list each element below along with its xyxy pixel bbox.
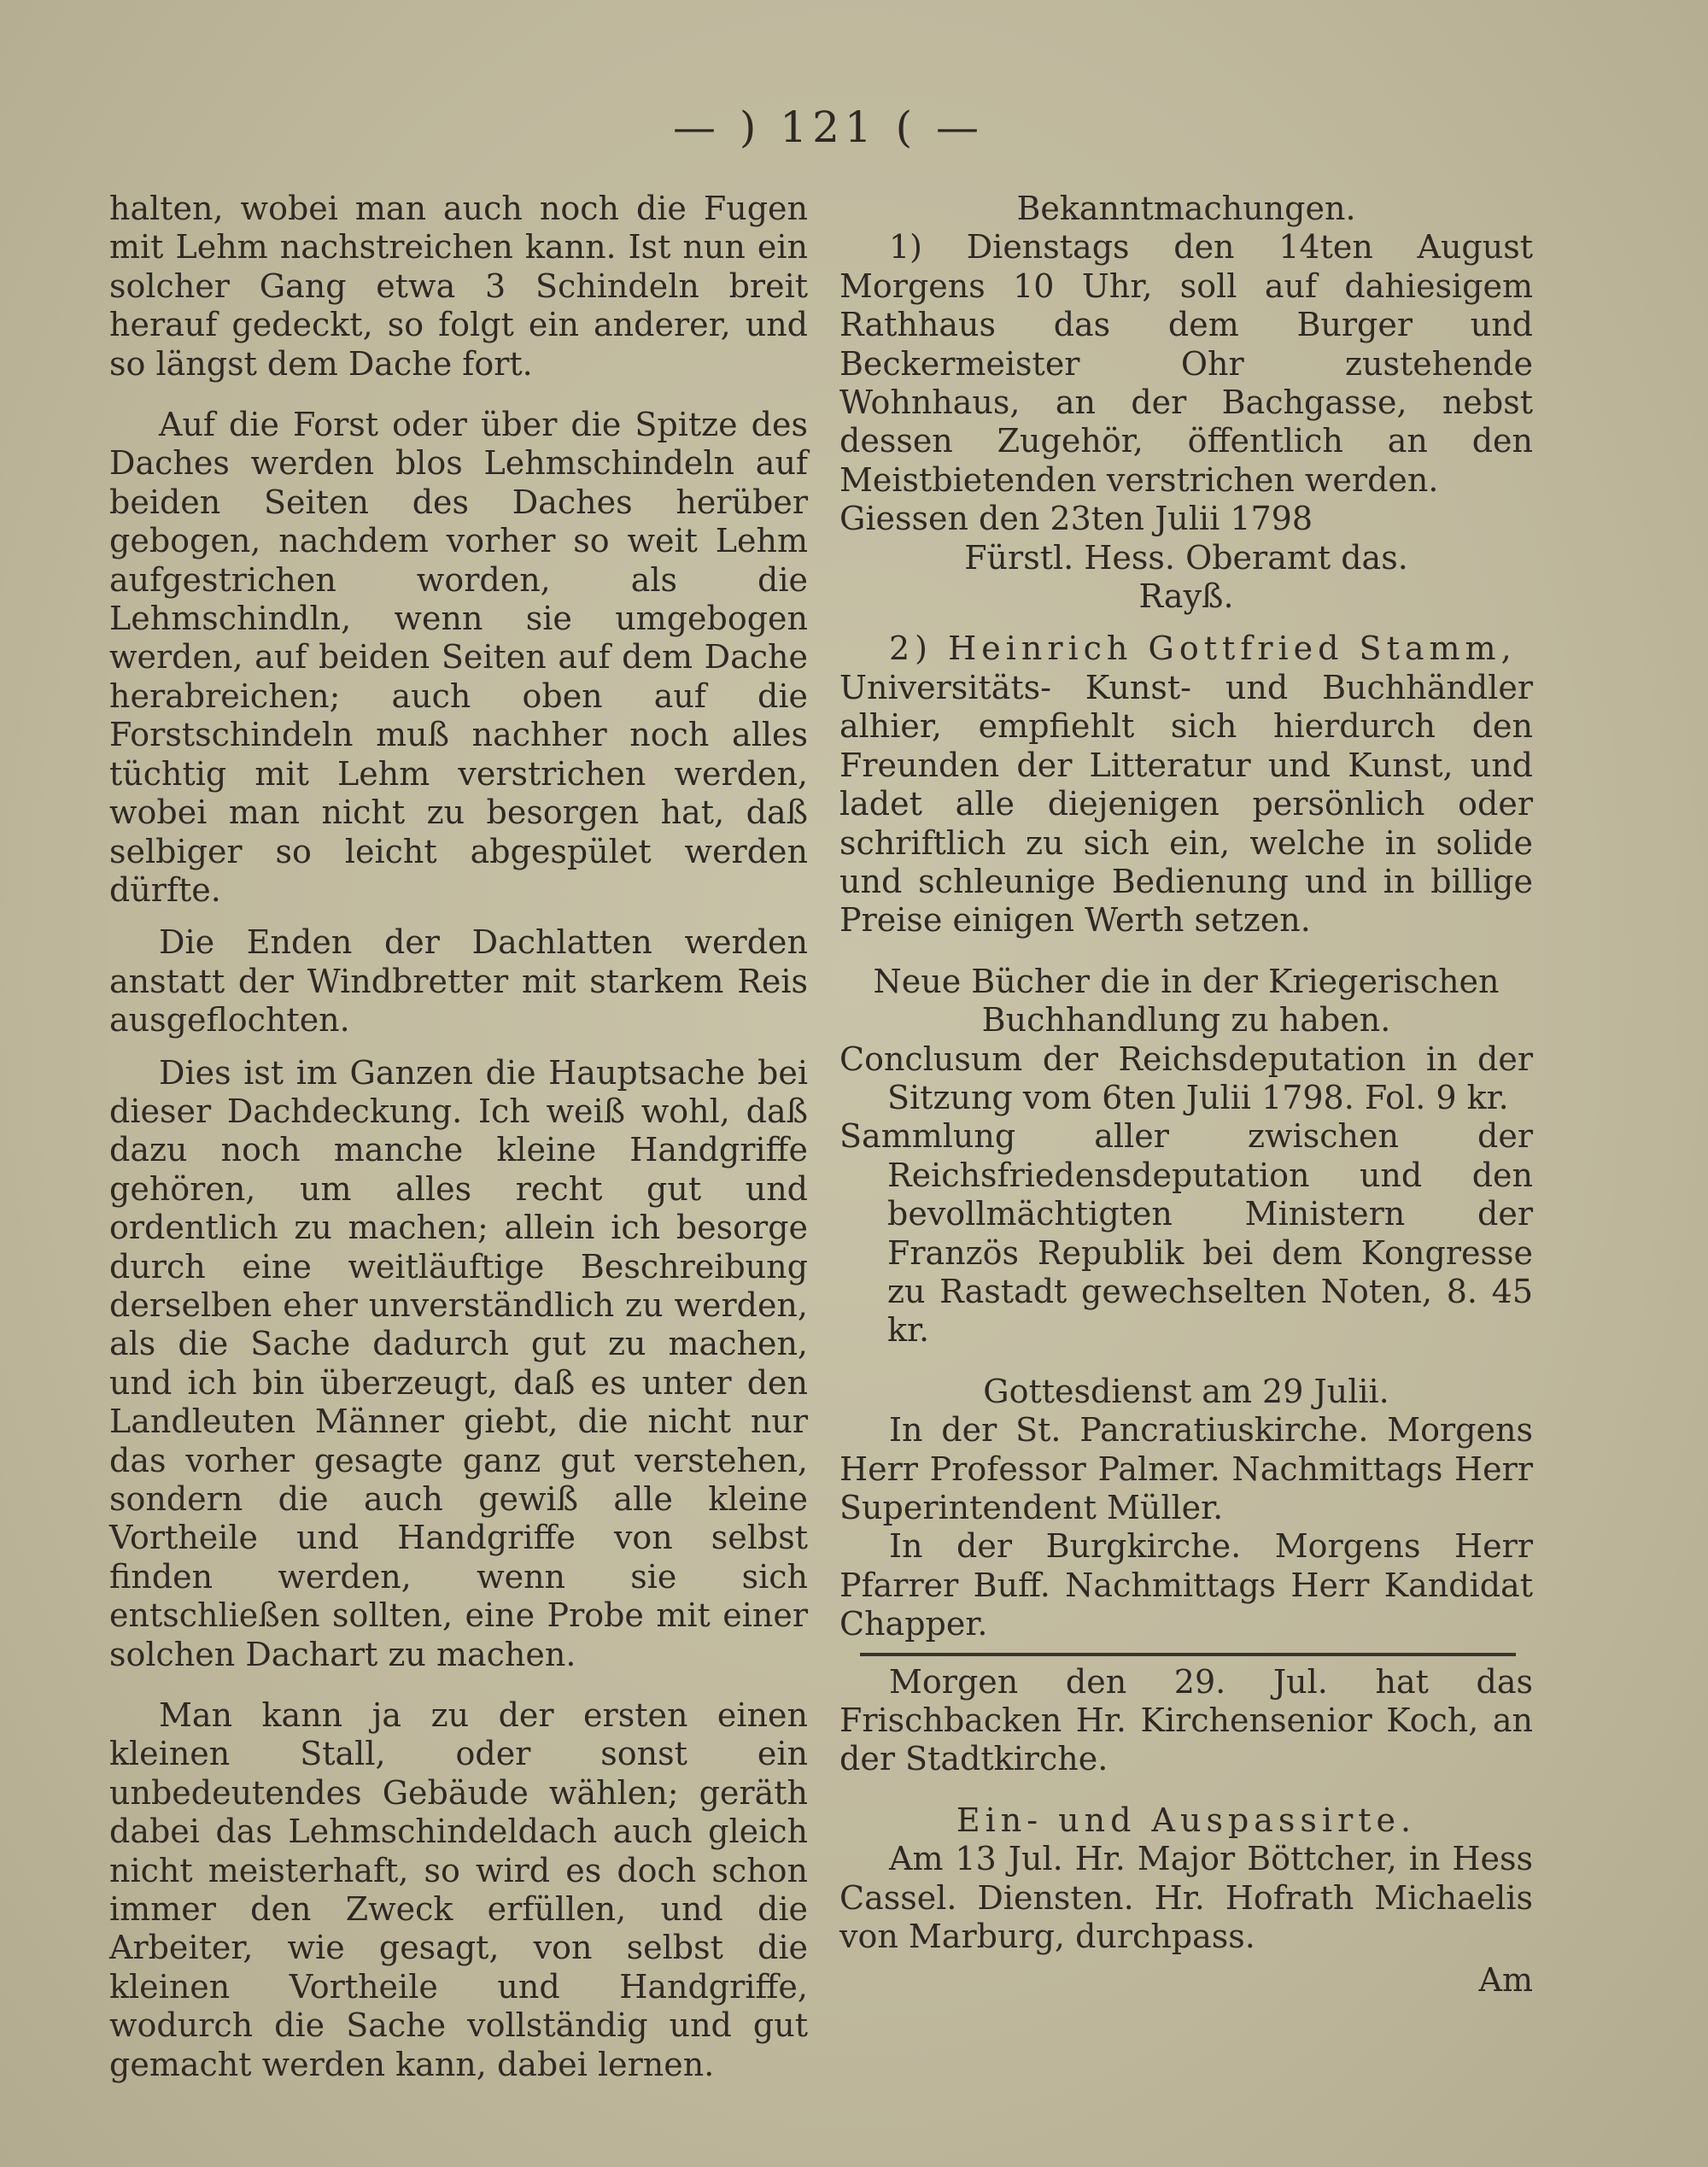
book-entry-2: Sammlung aller zwischen der Reichsfriedensdeputation und den bevollmächtigten Ministern der Französ Republik bei dem Kongresse zu Rastadt gewechselten Noten, 8. 45 kr. — [839, 1117, 1533, 1350]
service-church-1: In der St. Pancratiuskirche. Morgens Herr Professor Palmer. Nachmittags Herr Superintendent Müller. — [839, 1411, 1533, 1526]
left-paragraph-5: Man kann ja zu der ersten einen kleinen Stall, oder sonst ein unbedeutendes Gebäude wählen; geräth dabei das Lehmschindeldach auch gleich nicht meisterhaft, so wird es doch schon immer den Zweck erfüllen, und die Arbeiter, wie gesagt, von selbst die kleinen Vortheile und Handgriffe, wodurch die Sache vollständig und gut gemacht werden kann, dabei lernen. — [109, 1696, 808, 2083]
left-paragraph-1: halten, wobei man auch noch die Fugen mit Lehm nachstreichen kann. Ist nun ein solcher Gang etwa 3 Schindeln breit herauf gedeckt, so folgt ein anderer, und so längst dem Dache fort. — [109, 190, 808, 383]
service-church-2: In der Burgkirche. Morgens Herr Pfarrer Buff. Nachmittags Herr Kandidat Chapper. — [839, 1527, 1533, 1643]
book-entry-1: Conclusum der Reichsdeputation in der Sitzung vom 6ten Julii 1798. Fol. 9 kr. — [839, 1040, 1533, 1116]
left-paragraph-3: Die Enden der Dachlatten werden anstatt der Windbretter mit starkem Reis ausgeflochten. — [109, 923, 808, 1040]
catchword: Am — [1478, 1961, 1533, 2000]
left-paragraph-4: Dies ist im Ganzen die Hauptsache bei dieser Dachdeckung. Ich weiß wohl, daß dazu noch manche kleine Handgriffe gehören, um alles recht gut und ordentlich zu machen; allein ich besorge durch eine weitläuftige Beschreibung derselben eher unverständlich zu werden, als die Sache dadurch gut zu machen, und ich bin überzeugt, daß es unter den Landleuten Männer giebt, die nicht nur das vorher gesagte ganz gut verstehen, sondern die auch gewiß alle kleine Vortheile und Handgriffe von selbst finden werden, wenn sie sich entschließen sollten, eine Probe mit einer solchen Dachart zu machen. — [109, 1053, 808, 1673]
section-divider — [860, 1653, 1516, 1656]
announcement-signature: Rayß. — [1138, 577, 1234, 616]
left-column — [109, 190, 808, 2084]
left-paragraph-2: Auf die Forst oder über die Spitze des Daches werden blos Lehmschindeln auf beiden Seiten des Daches herüber gebogen, nachdem vorher so weit Lehm aufgestrichen worden, als die Lehmschindln, wenn sie umgebogen werden, auf beiden Seiten auf dem Dache herabreichen; auch oben auf die Forstschindeln muß nachher noch alles tüchtig mit Lehm verstrichen werden, wobei man nicht zu besorgen hat, daß selbiger so leicht abgespület werden dürfte. — [109, 406, 808, 909]
right-column — [839, 190, 1533, 2000]
announcement-office: Fürstl. Hess. Oberamt das. — [964, 538, 1408, 577]
announcement-item-2-text: Universitäts- Kunst- und Buchhändler alhier, empfiehlt sich hierdurch den Freunden der Litteratur und Kunst, und ladet alle diejenigen persönlich oder schriftlich zu sich ein, welche in solide und schleunige Bedienung und in billige Preise einigen Werth setzen. — [839, 668, 1533, 940]
service-heading: Gottesdienst am 29 Julii. — [983, 1372, 1389, 1410]
travellers-text: Am 13 Jul. Hr. Major Böttcher, in Hess Cassel. Diensten. Hr. Hofrath Michaelis von Marburg, durchpass. — [839, 1840, 1533, 1956]
baking-notice: Morgen den 29. Jul. hat das Frischbacken Hr. Kirchensenior Koch, an der Stadtkirche. — [839, 1662, 1533, 1778]
books-heading: Neue Bücher die in der Kriegerischen Buchhandlung zu haben. — [873, 962, 1500, 1040]
announcement-item-2-name: 2) Heinrich Gottfried Stamm, — [889, 630, 1517, 668]
announcements-heading: Bekanntmachungen. — [1016, 190, 1356, 227]
announcement-place-date: Giessen den 23ten Julii 1798 — [839, 500, 1313, 538]
announcement-item-1: 1) Dienstags den 14ten August Morgens 10 Uhr, soll auf dahiesigem Rathhaus das dem Burger und Beckermeister Ohr zustehende Wohnhaus, an der Bachgasse, nebst dessen Zugehör, öffentlich an den Meistbietenden verstrichen werden. — [839, 228, 1533, 499]
travellers-heading: Ein- und Auspassirte. — [956, 1801, 1417, 1839]
page-number-header: — ) 121 ( — — [672, 102, 985, 152]
